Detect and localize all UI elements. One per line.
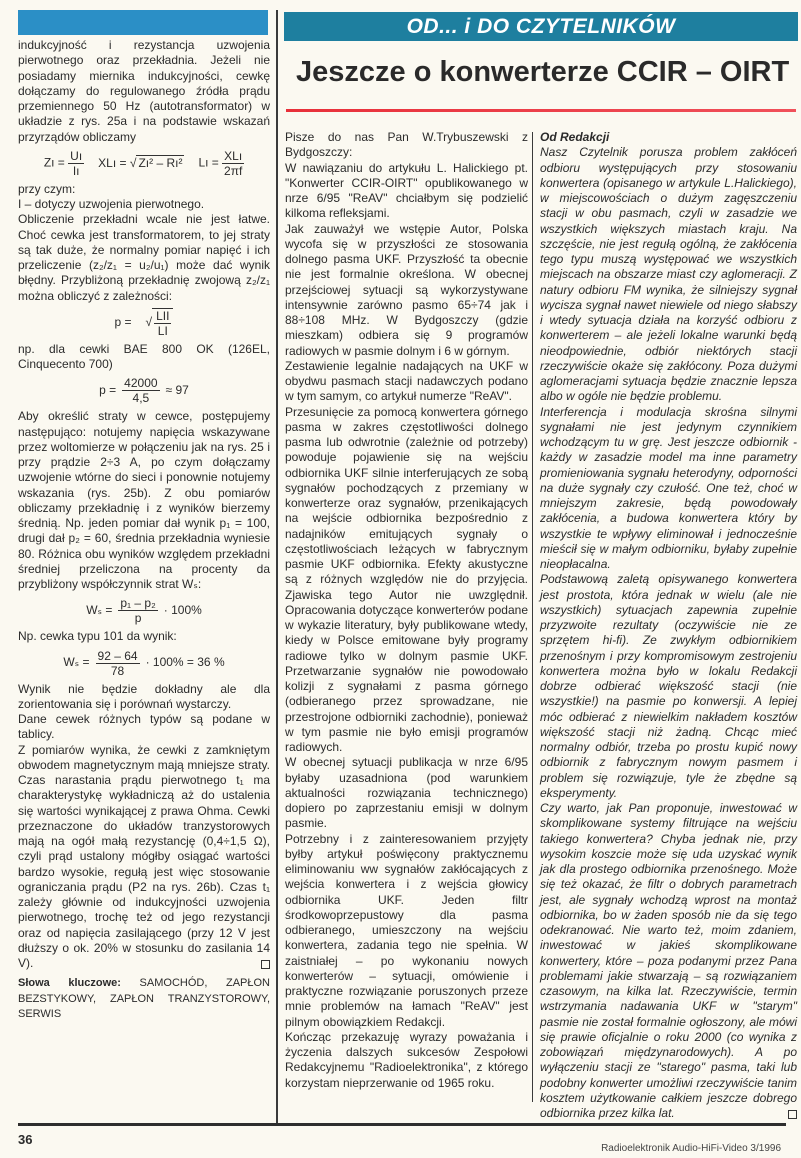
paragraph: W nawiązaniu do artykułu L. Halickiego pt. "Konwerter CCIR-OIRT" opublikowanego w nrze 6/95 "ReAV" chciałbym się podzielić kilkoma refleksjami. [285,160,528,221]
paragraph: np. dla cewki BAE 800 OK (126EL, Cinquecento 700) [18,341,270,371]
page-number: 36 [18,1132,33,1147]
article-title: Jeszcze o konwerterze CCIR – OIRT [296,56,790,88]
paragraph: Dane cewek różnych typów są podane w tablicy. [18,712,270,742]
formula-loss [18,596,270,625]
keywords-value: SAMOCHÓD, ZAPŁON BEZSTYKOWY, ZAPŁON TRANZYSTOROWY, SERWIS [18,977,270,1020]
paragraph-text: Z pomiarów wynika, że cewki z zamkniętym obwodem magnetycznym mają mniejsze straty. Czas narastania prądu pierwotnego t₁ ma charakterystykę wykładniczą aż do ustalenia się wartości wynikającej z prawa Ohma. Cewki przeznaczone do układów tranzystorowych mają na ogół małą rezystancję (0,4÷1,5 Ω), czyli prąd ustalony mógłby osiągać wartości bardzo wysokie, regułą jest więc stosowanie ograniczania prądu (P2 na rys. 26b). Czas t₁ zależy głównie od indukcyjności uzwojenia pierwotnego, trochę też od jego rezystancji oraz od napięcia zasilającego (przy 12 V jest dłuższy o ok. 20% w stosunku do zasilania 14 V). [18,742,270,970]
paragraph: Wynik nie będzie dokładny ale dla zorientowania się i porównań wystarczy. [18,681,270,711]
formula-example [18,376,270,405]
paragraph: Zestawienie legalnie nadających na UKF w obydwu pasmach stacji nadawczych podano w tym samym, co artykuł numerze "ReAV". [285,358,528,404]
formula-numerator: 92 – 64 [97,648,138,663]
paragraph: Podstawową zaletą opisywanego konwertera jest prostota, która jednak w wielu (ale nie wszystkich) sytuacjach zapewnia zupełnie przyzwoite rezultaty (oczywiście nie ze sprzętem hi-fi). Ze zwykłym odbiornikiem przenośnym i przy kompromisowym zestrojeniu konwertera można było w lokalu Redakcji dobrze odbierać większość stacji (nie wszystkie!) na pasmie po konwersji. A lepiej móc odbierać z niewielkim nakładem kosztów większość stacji niż żadną. Chcąc mieć normalny odbiór, trzeba po prostu kupić nowy odbiornik z fabrycznym nowym pasmem i problem się rozwiązuje, tyle że zbędne są eksperymenty. [540,572,797,800]
paragraph: Aby określić straty w cewce, postępujemy następująco: notujemy napięcia wskazywane przez woltomierze w połączeniu jak na rys. 25 i przy prądzie 2÷3 A, po czym dołączamy uzwojenie wtórne do sieci i ponownie notujemy wskazania (rys. 25b). Z obu pomiarów obliczamy przekładnię i z wyników bierzemy średnią. Np. jeden pomiar dał wynik p₁ = 100, drugi dał p₂ = 60, średnia przekładnia wyniesie 80. Różnica obu wyników względem przekładni średniej przeliczona na procenty da przybliżony współczynnik strat Wₛ: [18,409,270,591]
paragraph: Interferencja i modulacja skrośna silnymi sygnałami nie jest jedynym czynnikiem wchodzącym tu w grę. Jest jeszcze odbiornik - każdy w zasadzie model ma inne parametry promieniowania sygnału heterodyny, odporności na duże sygnały czy czułość. One też, choć w mniejszym zakresie, będą powodowały zakłócenia, a budowa konwertera który by wszystkie te wpływy eliminował i jednocześnie mieścił się w małym odbiorniku, byłaby zupełnie nieopłacalna. [540,404,797,571]
formula-term: Zı = [43,155,65,170]
formula-radicand: Zı² – Rı² [138,155,183,170]
paragraph: Jak zauważył we wstępie Autor, Polska wycofa się w przyszłości ze stosowania dolnego pasma UKF. Przyszłość ta obecnie nie jest formalnie określona. W obecnej przejściowej sytuacji są wykorzystywane intensywnie zarówno pasmo 65÷74 jak i 88÷108 MHz. W Bydgoszczy (gdzie mieszkam) odbiera się 9 programów radiowych w pasmie dolnym i 6 w górnym. [285,221,528,358]
column-divider [532,132,533,1102]
formula-numerator: 42000 [124,376,158,391]
paragraph: Przesunięcie za pomocą konwertera górnego pasma w zakres częstotliwości dolnego pasma lub odwrotnie (zależnie od potrzeby) powoduje pojawienie się na wejściu odbiornika UKF silnie interferujących ze sobą sygnałów pochodzących z przemiany w konwerterze oraz sygnałów, przenikających na wejście odbiornika bezpośrednio z nadajników emitujących sygnały o częstotliwościach leżących w fabrycznym pasmie UKF odbiornika. Efekty akustyczne są z różnych względów nie do przyjęcia. Zjawiska tego Autor nie uwzględnił. Opracowania dotyczące konwerterów podane w wykazie literatury, były publikowane wtedy, kiedy w Polsce emitowane były programy radiowe tylko w dolnym pasmie UKF. Przetwarzanie sygnałów nie powodowało kolizji z sygnałami z pasma górnego (odbieranego przez sprowadzane, nie przestrojone odbiorniki zachodnie), ponieważ w tym pasmie nie było emisji programów radiowych. [285,404,528,754]
formula-result: · 100% [163,603,202,618]
letter-column [285,130,528,1091]
editorial-column [540,130,797,1121]
paragraph: Pisze do nas Pan W.Trybuszewski z Bydgoszczy: [285,130,528,160]
formula-term: p = [99,383,117,398]
paragraph [540,801,797,1121]
formula-denominator: 2πf [224,163,243,178]
paragraph: Obliczenie przekładni wcale nie jest łatwe. Choć cewka jest transformatorem, to jej straty są tak duże, że normalny pomiar napięć i ich przeliczenie (z₂/z₁ = u₂/u₁) może dać wynik błędny. Przybliżoną przekładnię zwojową z₂/z₁ można obliczyć z zależności: [18,212,270,303]
formula-numerator: LII [156,308,170,323]
end-mark-icon [261,960,270,969]
keywords-label: Słowa kluczowe: [18,977,121,990]
formula-term: Wₛ = [63,655,90,670]
section-header: OD... i DO CZYTELNIKÓW [284,12,798,41]
formula-result: · 100% = 36 % [145,655,225,670]
formula-term: XLı = [98,155,127,170]
formula-result: ≈ 97 [165,383,189,398]
section-color-bar [18,10,268,35]
left-column [18,38,270,1022]
formula-impedance: Zı = $\frac{Uı}{Iı}$ XLı = √ Zı² – Rı² Lı = $\frac{\text{XLı}}{2\pi f}$ [43,148,243,178]
formula-denominator: 4,5 [132,391,150,406]
formula-term: p = [114,315,132,330]
bottom-rule [18,1123,786,1126]
paragraph: W obecnej sytuacji publikacja w nrze 6/95 byłaby uzasadniona (pod warunkiem aktualności rozwiązania technicznego) dopiero po zaprzestaniu emisji w dolnym pasmie. [285,755,528,831]
end-mark-icon [788,1110,797,1119]
paragraph: I – dotyczy uzwojenia pierwotnego. [18,197,205,211]
formula-numerator: XLı [224,148,243,163]
paragraph: przy czym: [18,181,76,196]
formula-denominator: LI [157,323,168,338]
paragraph [18,743,270,972]
title-rule [286,109,796,112]
formula-term: Lı = [198,155,219,170]
paragraph: Potrzebny i z zainteresowaniem przyjęty byłby artykuł poświęcony praktycznemu eliminowaniu ww sygnałów zakłócających z wejścia konwertera i z wejścia głowicy odbiornika UKF. Jeden filtr środkowoprzepustowy dla pasma odbieranego, umieszczony na wejściu konwertera, zadania tego nie spełnia. W zaistniałej – po wykonaniu nowych konwerterów – sytuacji, omówienie i praktyczne rozwiązanie poruszonych przeze mnie problemów na łamach "ReAV" jest pilnym obowiązkiem Redakcji. [285,831,528,1029]
formula-loss-example [18,649,270,678]
formula-denominator: Iı [72,163,80,178]
column-divider [276,10,278,1123]
formula-denominator: p [134,611,142,626]
paragraph: Nasz Czytelnik porusza problem zakłóceń odbioru występujących przy stosowaniu konwertera (opisanego w artykule L.Halickiego), w miejscowościach o dużym zagęszczeniu stacji w obu pasmach, czyli w zasadzie we wszystkich większych miastach kraju. Na szczęście, nie jest regułą ogólną, że zakłócenia tego typu muszą występować we wszystkich miejscach na obszarze miast czy aglomeracji. Z natury odbioru FM wynika, że silniejszy sygnał wycisza sygnał nawet niewiele od niego słabszy i wtedy sytuacja działa na korzyść odbioru z konwerterem – ale jeżeli lokalne warunki będą nieodpowiednie, odbiór niektórych stacji rzeczywiście okaże się zakłócony. Poza dużymi aglomeracjami sytuacja będzie znacznie lepsza albo w ogóle nie będzie problemu. [540,145,797,404]
publication-footer: Radioelektronik Audio-HiFi-Video 3/1996 [601,1143,781,1154]
formula-numerator: p₁ – p₂ [120,596,156,611]
editorial-heading: Od Redakcji [540,130,610,144]
formula-denominator: 78 [110,663,125,678]
paragraph: indukcyjność i rezystancja uzwojenia pierwotnego oraz przekładnia. Jeżeli nie posiadamy miernika indukcyjności, cewkę dołączamy do regulowanego źródła prądu przemiennego 50 Hz (autotransformator) w układzie z rys. 25a i na podstawie wskazań przyrządów obliczamy [18,38,270,144]
keywords [18,976,270,1022]
paragraph: Kończąc przekazuję wyrazy poważania i życzenia dalszych sukcesów Zespołowi Redakcyjnemu "Radioelektronika", z którego korzystam nieprzerwanie od 1965 roku. [285,1029,528,1090]
paragraph: Np. cewka typu 101 da wynik: [18,629,177,644]
formula-ratio: p = √ $\frac{\text{LII}}{LI}$ [18,308,270,338]
paragraph-text: Czy warto, jak Pan proponuje, inwestować w skomplikowane systemy filtrujące na wejściu takiego konwertera? Chyba jednak nie, przy wysokim koszcie może się uda uzyskać wynik jak dla prostego odbiornika przenośnego. Może się też okazać, że filtr o dobrych parametrach jest, ale sygnały wchodzą wprost na montaż odbiornika, bo w żaden sposób nie da się tego odekranować. Nie warto też, moim zdaniem, inwestować w jakieś skomplikowane konwertery, które – poza podanymi przez Pana problemami jakie stwarzają – są rozwiązaniem czasowym, na kilka lat. Rzeczywiście, termin wstrzymania nadawania UKF w "starym" pasmie nie został formalnie ogłoszony, ale mówi się prawie oficjalnie o roku 2000 (co wynika z zobowiązań międzynarodowych). A po wyłączeniu stacji ze "starego" pasma, taki lub podobny konwerter umożliwi rzeczywiście tanim kosztem użytkowanie całkiem jeszcze dobrego odbiornika przez kilka lat. [540,801,797,1120]
formula-term: Wₛ = [86,603,113,618]
formula-numerator: Uı [70,148,83,163]
